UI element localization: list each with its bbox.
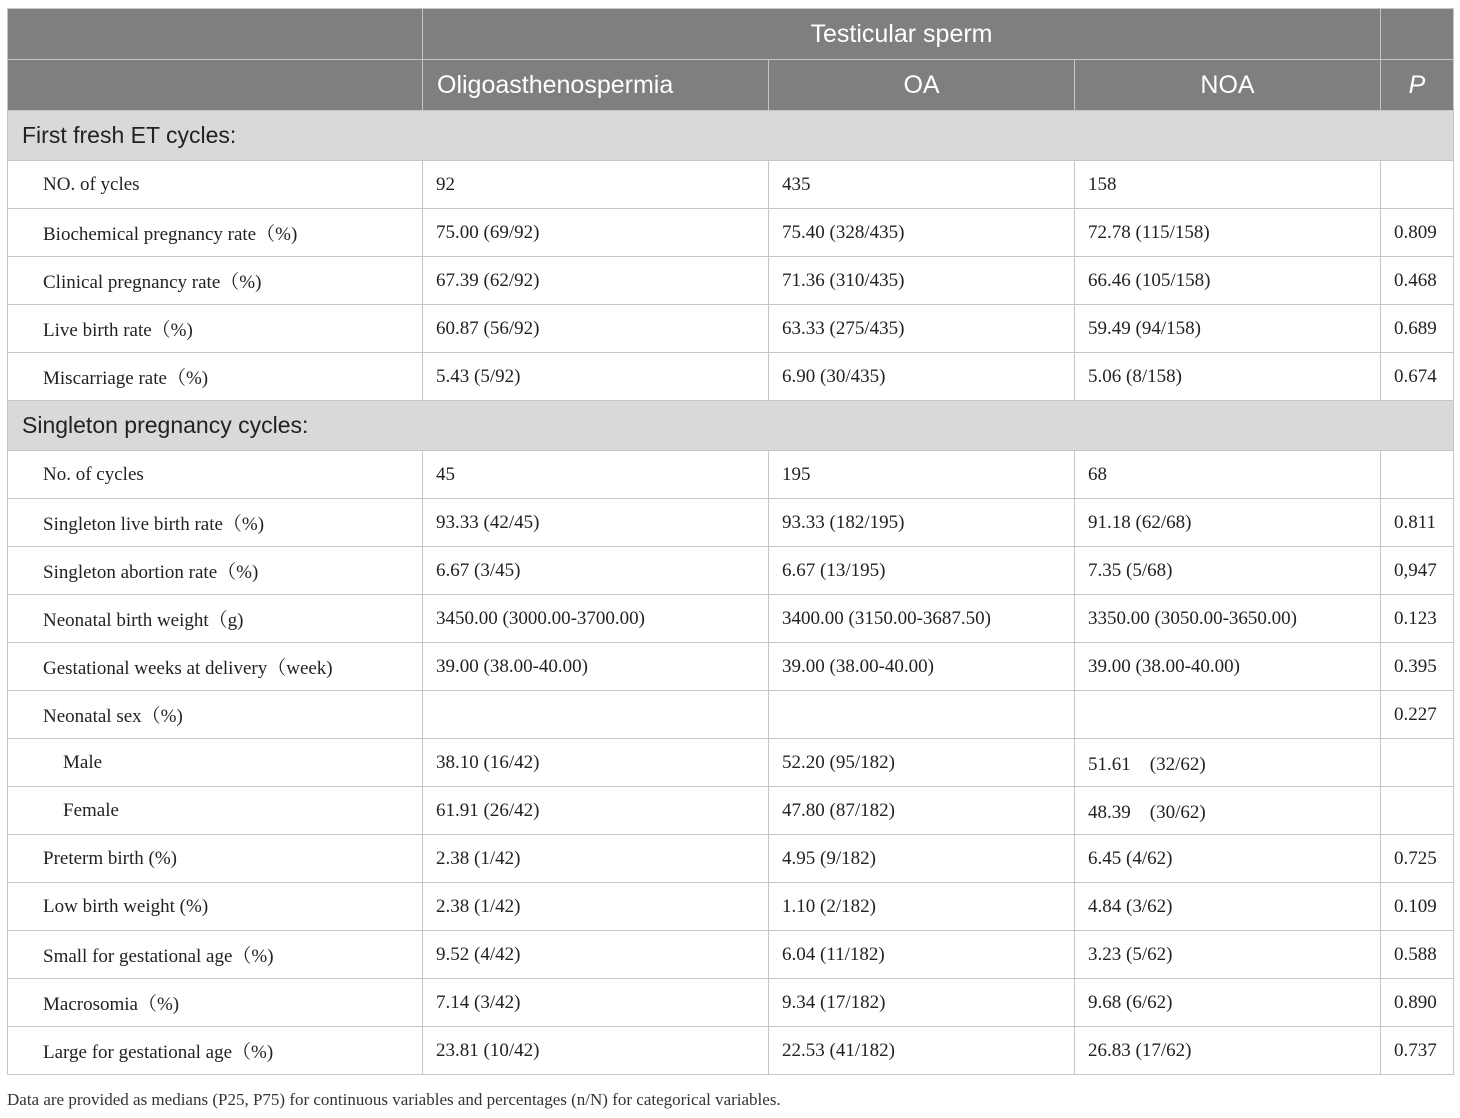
cell-p-value: 0.890 bbox=[1381, 979, 1454, 1027]
row-label: Miscarriage rate（%) bbox=[8, 353, 423, 401]
row-label: Singleton abortion rate（%) bbox=[8, 547, 423, 595]
cell-oa: 93.33 (182/195) bbox=[769, 499, 1075, 547]
cell-oa: 4.95 (9/182) bbox=[769, 835, 1075, 883]
cell-noa: 66.46 (105/158) bbox=[1075, 257, 1381, 305]
cell-p-value: 0.588 bbox=[1381, 931, 1454, 979]
cell-p-value: 0.395 bbox=[1381, 643, 1454, 691]
cell-noa: 48.39 (30/62) bbox=[1075, 787, 1381, 835]
section-title: First fresh ET cycles: bbox=[8, 111, 1454, 161]
header-p-spacer bbox=[1381, 9, 1454, 60]
cell-oa bbox=[769, 691, 1075, 739]
cell-oligoasthenospermia: 6.67 (3/45) bbox=[423, 547, 769, 595]
cell-oligoasthenospermia bbox=[423, 691, 769, 739]
table-row bbox=[8, 451, 1454, 499]
cell-oligoasthenospermia: 92 bbox=[423, 161, 769, 209]
cell-noa: 51.61 (32/62) bbox=[1075, 739, 1381, 787]
cell-oligoasthenospermia: 2.38 (1/42) bbox=[423, 835, 769, 883]
cell-p-value bbox=[1381, 161, 1454, 209]
table-row bbox=[8, 643, 1454, 691]
table-row bbox=[8, 209, 1454, 257]
section-row bbox=[8, 401, 1454, 451]
cell-oligoasthenospermia: 5.43 (5/92) bbox=[423, 353, 769, 401]
cell-oa: 6.04 (11/182) bbox=[769, 931, 1075, 979]
section-row bbox=[8, 111, 1454, 161]
cell-oa: 1.10 (2/182) bbox=[769, 883, 1075, 931]
cell-noa: 3.23 (5/62) bbox=[1075, 931, 1381, 979]
cell-oligoasthenospermia: 9.52 (4/42) bbox=[423, 931, 769, 979]
cell-oligoasthenospermia: 7.14 (3/42) bbox=[423, 979, 769, 1027]
cell-oa: 195 bbox=[769, 451, 1075, 499]
row-label: Biochemical pregnancy rate（%) bbox=[8, 209, 423, 257]
row-label: Singleton live birth rate（%) bbox=[8, 499, 423, 547]
column-header-oligoasthenospermia: Oligoasthenospermia bbox=[423, 60, 769, 111]
row-label: Male bbox=[8, 739, 423, 787]
table-footnote: Data are provided as medians (P25, P75) for continuous variables and percentages (n/N) for categorical variables. bbox=[7, 1090, 781, 1109]
cell-p-value: 0.674 bbox=[1381, 353, 1454, 401]
column-header-oa: OA bbox=[769, 60, 1075, 111]
table-row bbox=[8, 547, 1454, 595]
cell-oa: 435 bbox=[769, 161, 1075, 209]
header-corner-cell bbox=[8, 9, 423, 60]
column-header-p: P bbox=[1381, 60, 1454, 111]
row-label: Macrosomia（%) bbox=[8, 979, 423, 1027]
table-row bbox=[8, 1027, 1454, 1075]
table-row bbox=[8, 931, 1454, 979]
row-label: Clinical pregnancy rate（%) bbox=[8, 257, 423, 305]
cell-noa: 91.18 (62/68) bbox=[1075, 499, 1381, 547]
cell-p-value: 0.468 bbox=[1381, 257, 1454, 305]
row-label: Neonatal sex（%) bbox=[8, 691, 423, 739]
table-row bbox=[8, 787, 1454, 835]
header-group-label: Testicular sperm bbox=[423, 9, 1381, 60]
cell-oa: 6.90 (30/435) bbox=[769, 353, 1075, 401]
table-row bbox=[8, 257, 1454, 305]
cell-noa: 39.00 (38.00-40.00) bbox=[1075, 643, 1381, 691]
cell-oligoasthenospermia: 75.00 (69/92) bbox=[423, 209, 769, 257]
row-label: NO. of ycles bbox=[8, 161, 423, 209]
row-label: No. of cycles bbox=[8, 451, 423, 499]
cell-oligoasthenospermia: 61.91 (26/42) bbox=[423, 787, 769, 835]
cell-oa: 6.67 (13/195) bbox=[769, 547, 1075, 595]
cell-p-value: 0.811 bbox=[1381, 499, 1454, 547]
table-row bbox=[8, 499, 1454, 547]
cell-noa: 7.35 (5/68) bbox=[1075, 547, 1381, 595]
cell-oligoasthenospermia: 38.10 (16/42) bbox=[423, 739, 769, 787]
row-label: Preterm birth (%) bbox=[8, 835, 423, 883]
row-label: Female bbox=[8, 787, 423, 835]
results-table bbox=[7, 8, 1454, 1075]
cell-oligoasthenospermia: 23.81 (10/42) bbox=[423, 1027, 769, 1075]
header-row-group bbox=[8, 9, 1454, 60]
cell-oligoasthenospermia: 2.38 (1/42) bbox=[423, 883, 769, 931]
section-title: Singleton pregnancy cycles: bbox=[8, 401, 1454, 451]
cell-oa: 75.40 (328/435) bbox=[769, 209, 1075, 257]
cell-p-value: 0.123 bbox=[1381, 595, 1454, 643]
row-label: Low birth weight (%) bbox=[8, 883, 423, 931]
cell-noa: 4.84 (3/62) bbox=[1075, 883, 1381, 931]
results-table-wrapper bbox=[7, 8, 1453, 1075]
cell-oa: 9.34 (17/182) bbox=[769, 979, 1075, 1027]
cell-noa: 5.06 (8/158) bbox=[1075, 353, 1381, 401]
cell-oa: 71.36 (310/435) bbox=[769, 257, 1075, 305]
cell-oa: 22.53 (41/182) bbox=[769, 1027, 1075, 1075]
cell-noa: 3350.00 (3050.00-3650.00) bbox=[1075, 595, 1381, 643]
cell-oligoasthenospermia: 67.39 (62/92) bbox=[423, 257, 769, 305]
column-header-noa: NOA bbox=[1075, 60, 1381, 111]
cell-p-value bbox=[1381, 451, 1454, 499]
cell-p-value: 0.725 bbox=[1381, 835, 1454, 883]
cell-p-value: 0,947 bbox=[1381, 547, 1454, 595]
cell-oa: 3400.00 (3150.00-3687.50) bbox=[769, 595, 1075, 643]
cell-noa bbox=[1075, 691, 1381, 739]
cell-oa: 52.20 (95/182) bbox=[769, 739, 1075, 787]
cell-oligoasthenospermia: 60.87 (56/92) bbox=[423, 305, 769, 353]
row-label: Live birth rate（%) bbox=[8, 305, 423, 353]
table-row bbox=[8, 353, 1454, 401]
cell-p-value: 0.809 bbox=[1381, 209, 1454, 257]
cell-noa: 59.49 (94/158) bbox=[1075, 305, 1381, 353]
cell-noa: 9.68 (6/62) bbox=[1075, 979, 1381, 1027]
header-row-columns bbox=[8, 60, 1454, 111]
table-row bbox=[8, 739, 1454, 787]
table-row bbox=[8, 883, 1454, 931]
cell-noa: 6.45 (4/62) bbox=[1075, 835, 1381, 883]
header-label-cell bbox=[8, 60, 423, 111]
cell-p-value: 0.109 bbox=[1381, 883, 1454, 931]
table-body bbox=[8, 111, 1454, 1075]
cell-oligoasthenospermia: 39.00 (38.00-40.00) bbox=[423, 643, 769, 691]
row-label: Small for gestational age（%) bbox=[8, 931, 423, 979]
row-label: Large for gestational age（%) bbox=[8, 1027, 423, 1075]
cell-oligoasthenospermia: 93.33 (42/45) bbox=[423, 499, 769, 547]
table-row bbox=[8, 979, 1454, 1027]
cell-noa: 72.78 (115/158) bbox=[1075, 209, 1381, 257]
cell-p-value: 0.689 bbox=[1381, 305, 1454, 353]
table-row bbox=[8, 305, 1454, 353]
cell-oligoasthenospermia: 3450.00 (3000.00-3700.00) bbox=[423, 595, 769, 643]
table-row bbox=[8, 161, 1454, 209]
row-label: Neonatal birth weight（g) bbox=[8, 595, 423, 643]
table-header bbox=[8, 9, 1454, 111]
table-row bbox=[8, 691, 1454, 739]
cell-noa: 68 bbox=[1075, 451, 1381, 499]
cell-oligoasthenospermia: 45 bbox=[423, 451, 769, 499]
cell-oa: 47.80 (87/182) bbox=[769, 787, 1075, 835]
cell-p-value: 0.227 bbox=[1381, 691, 1454, 739]
cell-noa: 158 bbox=[1075, 161, 1381, 209]
row-label: Gestational weeks at delivery（week) bbox=[8, 643, 423, 691]
cell-p-value: 0.737 bbox=[1381, 1027, 1454, 1075]
table-row bbox=[8, 595, 1454, 643]
cell-p-value bbox=[1381, 739, 1454, 787]
cell-oa: 39.00 (38.00-40.00) bbox=[769, 643, 1075, 691]
cell-oa: 63.33 (275/435) bbox=[769, 305, 1075, 353]
table-row bbox=[8, 835, 1454, 883]
cell-p-value bbox=[1381, 787, 1454, 835]
cell-noa: 26.83 (17/62) bbox=[1075, 1027, 1381, 1075]
